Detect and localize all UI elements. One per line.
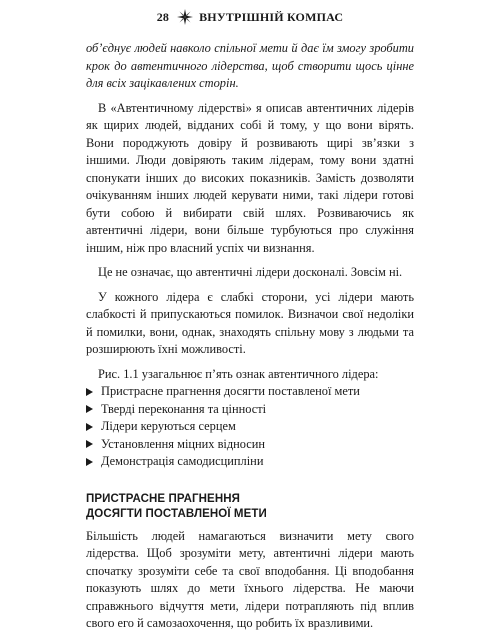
- section-heading-line: ПРИСТРАСНЕ ПРАГНЕННЯ: [86, 492, 240, 505]
- paragraph-purpose: Більшість людей намагаються визначити мету свого лідерства. Щоб зрозуміти мету, автентичні лідери мають спочатку зрозуміти себе та свої вподобання. Ці вподобання показують шлях до мети їхнього лідерства. Не маючи справжнього відчуття мети, лідери потрапляють під вплив свого его й самозаохочення, що робить їх вразливими.: [86, 528, 414, 630]
- list-item: Лідери керуються серцем: [86, 418, 414, 436]
- list-item: Демонстрація самодисципліни: [86, 453, 414, 471]
- traits-list: [86, 383, 414, 471]
- triangle-bullet-icon: [86, 440, 93, 448]
- list-item: Пристрасне прагнення досягти поставленої мети: [86, 383, 414, 401]
- section-heading-line: ДОСЯГТИ ПОСТАВЛЕНОЇ МЕТИ: [86, 507, 267, 520]
- running-header: [0, 7, 500, 27]
- triangle-bullet-icon: [86, 405, 93, 413]
- paragraph-continued-italic: об’єднує людей навколо спільної мети й дає їм змогу зробити крок до автентичного лідерства, щоб створити щось цінне для всіх зацікавлених сторін.: [86, 41, 414, 90]
- page-body: [86, 40, 414, 633]
- triangle-bullet-icon: [86, 423, 93, 431]
- section-heading: [86, 492, 414, 522]
- list-intro: Рис. 1.1 узагальнює п’ять ознак автентичного лідера:: [98, 366, 379, 381]
- running-header-title: ВНУТРІШНІЙ КОМПАС: [199, 9, 344, 24]
- paragraph-authentic-leaders: В «Автентичному лідерстві» я описав автентичних лідерів як щирих людей, відданих собі й тому, у що вони вірять. Вони породжують довіру й розвивають щирі зв’язки з іншими. Люди довіряють таким лідерам, тому вони здатні спонукати інших до високих показників. Замість дозволяти очікуванням інших людей керувати ними, такі лідери готові бути собою й вибирати свій шлях. Розвиваючись як автентичні лідери, вони більше турбуються про служіння іншим, ніж про власний успіх чи визнання.: [86, 100, 414, 255]
- triangle-bullet-icon: [86, 458, 93, 466]
- compass-rose-icon: [177, 9, 193, 25]
- paragraph-not-perfect: Це не означає, що автентичні лідери досконалі. Зовсім ні.: [98, 265, 403, 279]
- paragraph-weaknesses: У кожного лідера є слабкі сторони, усі лідери мають слабкості й припускаються помилок. Визначои свої недоліки й помилки, вони, однак, знаходять спільну мову з людьми та розширюють їхні можливості.: [86, 289, 414, 356]
- triangle-bullet-icon: [86, 388, 93, 396]
- list-item: Установлення міцних відносин: [86, 436, 414, 454]
- page-number: 28: [156, 9, 170, 24]
- list-item: Тверді переконання та цінності: [86, 401, 414, 419]
